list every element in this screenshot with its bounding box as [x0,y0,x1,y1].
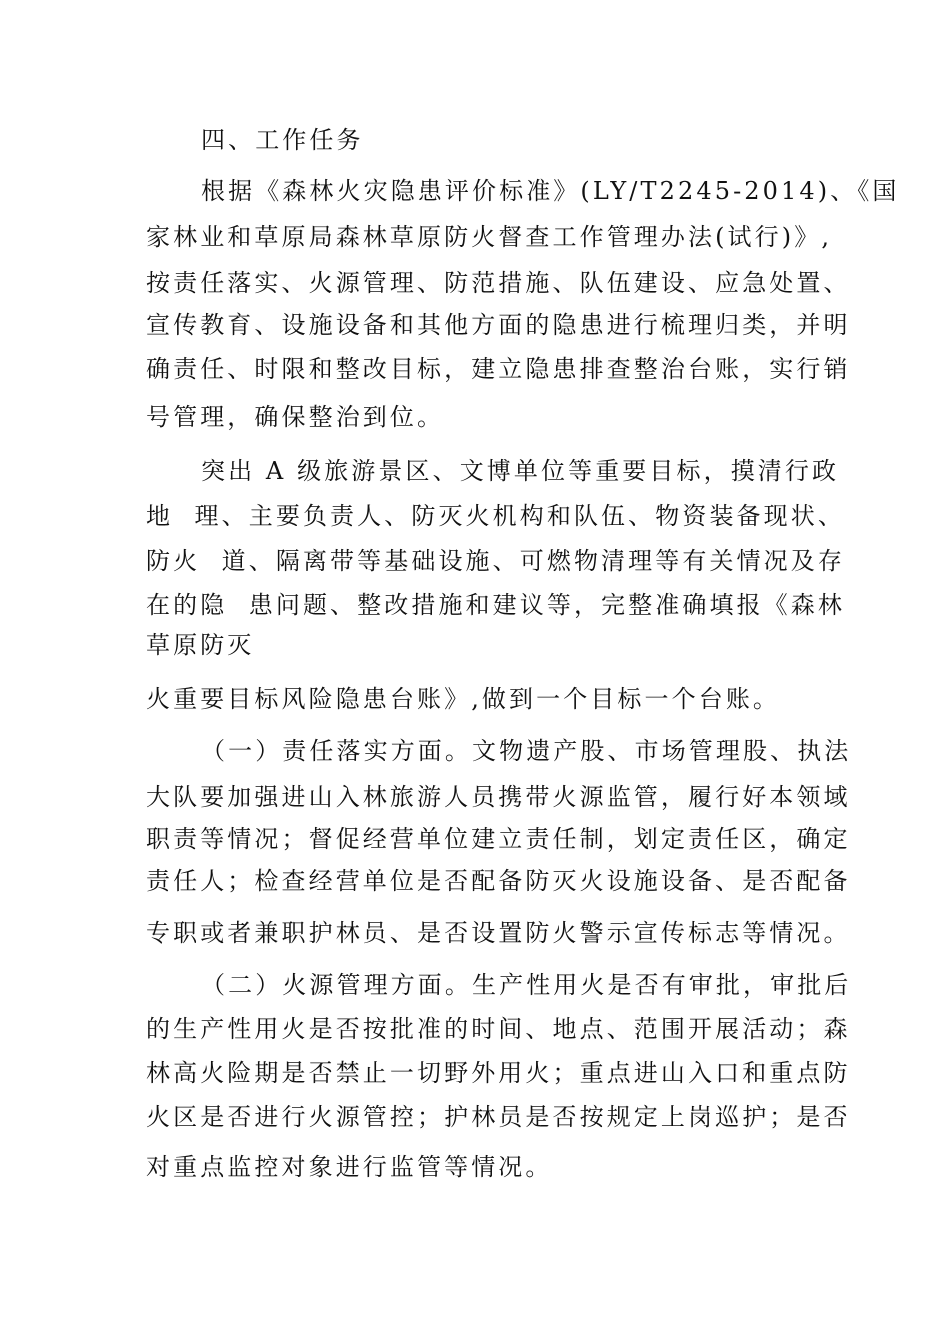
paragraph-line: 防火 道、隔离带等基础设施、可燃物清理等有关情况及存 [146,547,845,575]
paragraph-line: 大队要加强进山入林旅游人员携带火源监管，履行好本领域 [146,783,851,811]
paragraph-line: 草原防灭 [146,631,255,659]
paragraph-line: 按责任落实、火源管理、防范措施、队伍建设、应急处置、 [146,269,851,297]
paragraph-line: 火区是否进行火源管控；护林员是否按规定上岗巡护；是否 [146,1103,851,1131]
paragraph-line: 根据《森林火灾隐患评价标准》(LY/T2245-2014)、《国 [201,177,900,205]
paragraph-line: 职责等情况；督促经营单位建立责任制，划定责任区，确定 [146,825,851,853]
paragraph-line: 突出 A 级旅游景区、文博单位等重要目标，摸清行政 [201,457,840,485]
paragraph-line: 对重点监控对象进行监管等情况。 [146,1153,553,1181]
paragraph-line: 林高火险期是否禁止一切野外用火；重点进山入口和重点防 [146,1059,851,1087]
paragraph-line: （二）火源管理方面。生产性用火是否有审批，审批后 [201,971,852,999]
paragraph-line: 责任人；检查经营单位是否配备防灭火设施设备、是否配备 [146,867,851,895]
paragraph-line: 号管理，确保整治到位。 [146,403,445,431]
paragraph-line: 专职或者兼职护林员、是否设置防火警示宣传标志等情况。 [146,919,851,947]
paragraph-line: 火重要目标风险隐患台账》,做到一个目标一个台账。 [146,685,781,713]
paragraph-line: 在的隐 患问题、整改措施和建议等，完整准确填报《森林 [146,591,845,619]
section-heading: 四、工作任务 [201,126,364,154]
paragraph-line: 确责任、时限和整改目标，建立隐患排查整治台账，实行销 [146,355,851,383]
paragraph-line: 地 理、主要负责人、防灭火机构和队伍、物资装备现状、 [146,502,845,530]
paragraph-line: 宣传教育、设施设备和其他方面的隐患进行梳理归类，并明 [146,311,851,339]
paragraph-line: 的生产性用火是否按批准的时间、地点、范围开展活动；森 [146,1015,851,1043]
paragraph-line: 家林业和草原局森林草原防火督查工作管理办法(试行)》, [146,223,833,251]
paragraph-line: （一）责任落实方面。文物遗产股、市场管理股、执法 [201,737,852,765]
